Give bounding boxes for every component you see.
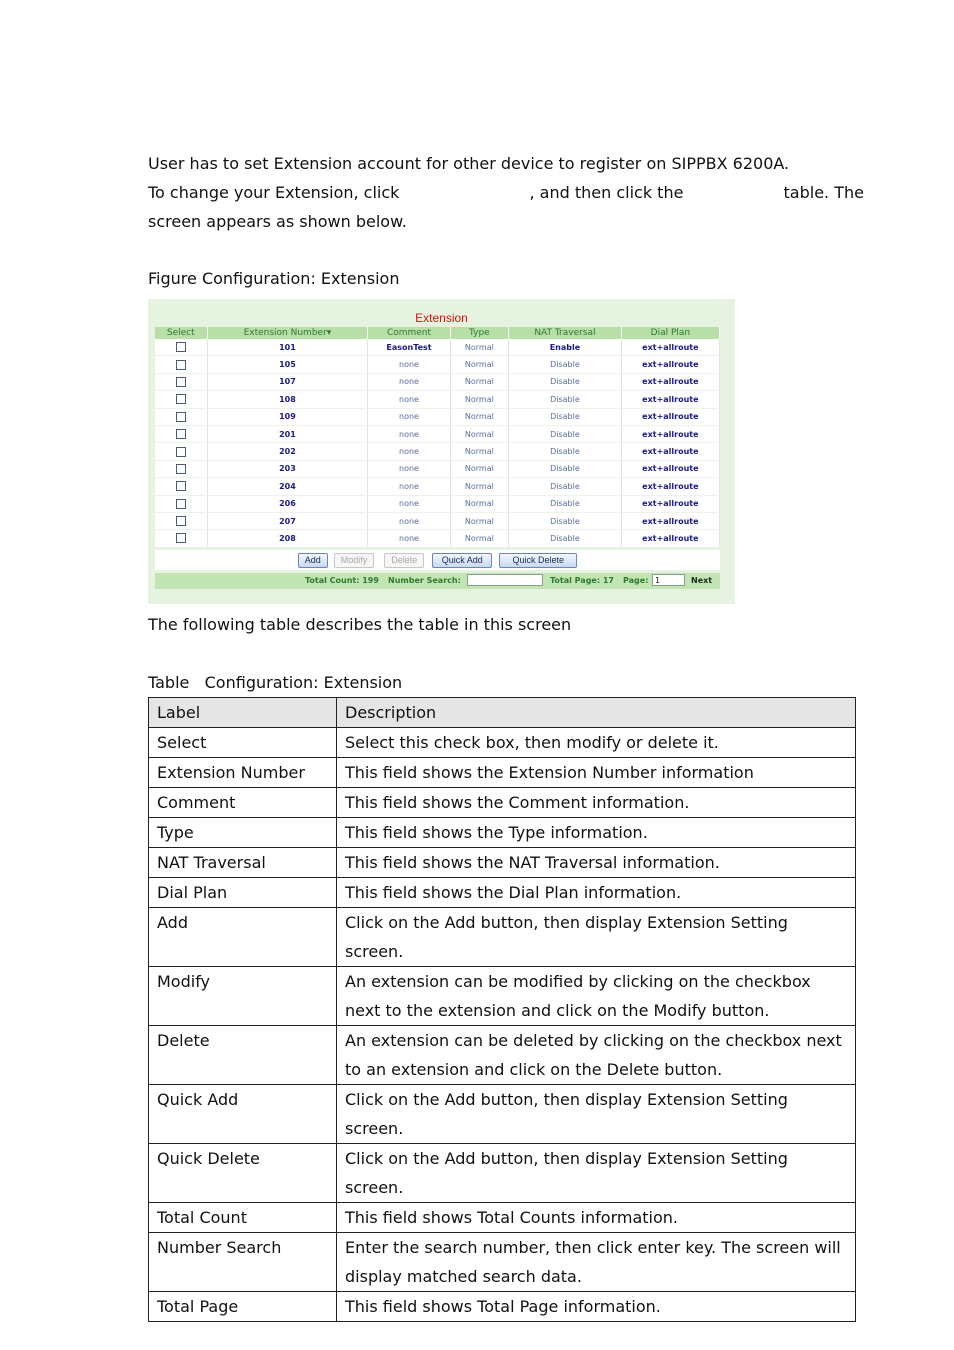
select-cell: [155, 391, 207, 408]
dial-plan-cell: ext+allroute: [621, 443, 719, 460]
extension-number-link[interactable]: 206: [207, 495, 368, 512]
description-cell: An extension can be deleted by clicking on the checkbox next to an extension and click on the Delete button.: [337, 1026, 856, 1085]
description-row: [149, 878, 856, 908]
intro-paragraph: [148, 149, 864, 236]
label-cell: Total Count: [149, 1203, 337, 1233]
comment-cell: none: [368, 495, 450, 512]
description-cell: Click on the Add button, then display Extension Setting screen.: [337, 908, 856, 967]
total-count: Total Count: 199: [305, 576, 379, 585]
select-cell: [155, 530, 207, 547]
description-row: [149, 967, 856, 1026]
type-cell: Normal: [450, 373, 508, 390]
nat-traversal-cell: Enable: [509, 339, 622, 356]
nat-traversal-cell: Disable: [509, 530, 622, 547]
description-cell: This field shows Total Counts information.: [337, 1203, 856, 1233]
column-header: Dial Plan: [621, 327, 719, 339]
extension-row: [155, 530, 720, 547]
description-cell: This field shows the NAT Traversal information.: [337, 848, 856, 878]
type-cell: Normal: [450, 391, 508, 408]
nat-traversal-cell: Disable: [509, 460, 622, 477]
comment-cell: none: [368, 425, 450, 442]
nat-traversal-cell: Disable: [509, 391, 622, 408]
label-header: Label: [149, 698, 337, 728]
dial-plan-cell: ext+allroute: [621, 391, 719, 408]
column-header: Select: [155, 327, 207, 339]
select-checkbox[interactable]: [176, 516, 186, 526]
column-header: Type: [450, 327, 508, 339]
description-row: [149, 908, 856, 967]
dial-plan-cell: ext+allroute: [621, 356, 719, 373]
extension-row: [155, 408, 720, 425]
extension-button-bar: [155, 550, 720, 570]
dial-plan-cell: ext+allroute: [621, 478, 719, 495]
dial-plan-cell: ext+allroute: [621, 460, 719, 477]
label-cell: Add: [149, 908, 337, 967]
dial-plan-cell: ext+allroute: [621, 373, 719, 390]
description-row: [149, 1026, 856, 1085]
label-cell: Number Search: [149, 1233, 337, 1292]
description-row: [149, 1233, 856, 1292]
figure-caption: Figure Configuration: Extension: [148, 269, 400, 288]
extension-number-link[interactable]: 203: [207, 460, 368, 477]
extension-row: [155, 495, 720, 512]
nat-traversal-cell: Disable: [509, 443, 622, 460]
column-header: Comment: [368, 327, 450, 339]
select-checkbox[interactable]: [176, 412, 186, 422]
intro-line-2a: To change your Extension, click: [148, 183, 400, 202]
extension-title: Extension: [415, 311, 468, 325]
type-cell: Normal: [450, 495, 508, 512]
dial-plan-cell: ext+allroute: [621, 512, 719, 529]
extension-number-link[interactable]: 105: [207, 356, 368, 373]
select-cell: [155, 495, 207, 512]
comment-cell: none: [368, 530, 450, 547]
select-checkbox[interactable]: [176, 377, 186, 387]
nat-traversal-cell: Disable: [509, 425, 622, 442]
type-cell: Normal: [450, 408, 508, 425]
select-checkbox[interactable]: [176, 360, 186, 370]
comment-cell: none: [368, 408, 450, 425]
label-cell: Quick Add: [149, 1085, 337, 1144]
select-checkbox[interactable]: [176, 533, 186, 543]
description-row: [149, 1085, 856, 1144]
select-checkbox[interactable]: [176, 481, 186, 491]
description-cell: This field shows the Comment information.: [337, 788, 856, 818]
select-checkbox[interactable]: [176, 499, 186, 509]
extension-number-link[interactable]: 207: [207, 512, 368, 529]
extension-number-link[interactable]: 107: [207, 373, 368, 390]
extension-row: [155, 373, 720, 390]
description-row: [149, 1203, 856, 1233]
select-checkbox[interactable]: [176, 464, 186, 474]
description-cell: Click on the Add button, then display Extension Setting screen.: [337, 1144, 856, 1203]
description-table: [148, 697, 856, 1322]
select-cell: [155, 512, 207, 529]
extension-row: [155, 460, 720, 477]
select-cell: [155, 460, 207, 477]
type-cell: Normal: [450, 512, 508, 529]
description-row: [149, 1292, 856, 1322]
extension-table-header: [155, 327, 720, 339]
description-row: [149, 788, 856, 818]
dial-plan-cell: ext+allroute: [621, 530, 719, 547]
label-cell: Extension Number: [149, 758, 337, 788]
dial-plan-cell: ext+allroute: [621, 339, 719, 356]
description-table-body: [149, 728, 856, 1322]
select-cell: [155, 443, 207, 460]
comment-cell: none: [368, 512, 450, 529]
label-cell: Type: [149, 818, 337, 848]
page-label: Page:: [623, 576, 649, 585]
select-checkbox[interactable]: [176, 342, 186, 352]
label-cell: Comment: [149, 788, 337, 818]
description-header: Description: [337, 698, 856, 728]
dial-plan-cell: ext+allroute: [621, 408, 719, 425]
label-cell: Dial Plan: [149, 878, 337, 908]
add-button[interactable]: Add: [298, 553, 328, 568]
comment-cell: EasonTest: [368, 339, 450, 356]
label-cell: Total Page: [149, 1292, 337, 1322]
delete-button[interactable]: Delete: [384, 553, 424, 568]
table-caption: Table Configuration: Extension: [148, 673, 403, 692]
type-cell: Normal: [450, 356, 508, 373]
label-cell: Modify: [149, 967, 337, 1026]
comment-cell: none: [368, 373, 450, 390]
extension-footer: [155, 573, 720, 589]
label-cell: NAT Traversal: [149, 848, 337, 878]
extension-row: [155, 391, 720, 408]
label-cell: Delete: [149, 1026, 337, 1085]
extension-number-link[interactable]: 109: [207, 408, 368, 425]
label-cell: Select: [149, 728, 337, 758]
label-cell: Quick Delete: [149, 1144, 337, 1203]
description-row: [149, 1144, 856, 1203]
dial-plan-cell: ext+allroute: [621, 425, 719, 442]
description-table-header: [149, 698, 856, 728]
column-header[interactable]: Extension Number▾: [207, 327, 368, 339]
extension-number-link[interactable]: 202: [207, 443, 368, 460]
extension-number-link[interactable]: 204: [207, 478, 368, 495]
extension-row: [155, 478, 720, 495]
intro-line-2b: , and then click the: [529, 183, 684, 202]
description-cell: This field shows the Dial Plan information.: [337, 878, 856, 908]
intro-line-2: [148, 178, 864, 207]
modify-button[interactable]: Modify: [334, 553, 375, 568]
nat-traversal-cell: Disable: [509, 356, 622, 373]
description-row: [149, 818, 856, 848]
description-row: [149, 758, 856, 788]
description-cell: This field shows the Type information.: [337, 818, 856, 848]
number-search-label: Number Search:: [388, 576, 461, 585]
select-cell: [155, 339, 207, 356]
type-cell: Normal: [450, 460, 508, 477]
select-cell: [155, 478, 207, 495]
page-input[interactable]: 1: [652, 574, 685, 586]
intro-line-3: screen appears as shown below.: [148, 212, 407, 231]
select-cell: [155, 356, 207, 373]
quick-delete-button[interactable]: Quick Delete: [499, 553, 577, 568]
select-checkbox[interactable]: [176, 394, 186, 404]
intro-line-2c: table. The: [783, 183, 864, 202]
extension-screenshot: [148, 299, 735, 604]
extension-row: [155, 339, 720, 356]
select-checkbox[interactable]: [176, 447, 186, 457]
comment-cell: none: [368, 356, 450, 373]
comment-cell: none: [368, 478, 450, 495]
nat-traversal-cell: Disable: [509, 408, 622, 425]
select-cell: [155, 408, 207, 425]
extension-number-link[interactable]: 101: [207, 339, 368, 356]
dial-plan-cell: ext+allroute: [621, 495, 719, 512]
quick-add-button[interactable]: Quick Add: [432, 553, 492, 568]
description-cell: Click on the Add button, then display Extension Setting screen.: [337, 1085, 856, 1144]
select-cell: [155, 425, 207, 442]
description-row: [149, 848, 856, 878]
extension-table: [155, 327, 720, 548]
column-header: NAT Traversal: [509, 327, 622, 339]
description-cell: This field shows the Extension Number information: [337, 758, 856, 788]
extension-number-link[interactable]: 108: [207, 391, 368, 408]
extension-row: [155, 356, 720, 373]
extension-row: [155, 425, 720, 442]
extension-row: [155, 512, 720, 529]
total-page: Total Page: 17: [550, 576, 614, 585]
extension-table-body: [155, 339, 720, 547]
comment-cell: none: [368, 391, 450, 408]
extension-number-link[interactable]: 208: [207, 530, 368, 547]
intro-line-1: User has to set Extension account for other device to register on SIPPBX 6200A.: [148, 154, 790, 173]
number-search-input[interactable]: [467, 574, 543, 586]
type-cell: Normal: [450, 339, 508, 356]
select-cell: [155, 373, 207, 390]
next-link[interactable]: Next: [691, 576, 713, 585]
extension-number-link[interactable]: 201: [207, 425, 368, 442]
description-cell: Select this check box, then modify or delete it.: [337, 728, 856, 758]
nat-traversal-cell: Disable: [509, 512, 622, 529]
type-cell: Normal: [450, 443, 508, 460]
nat-traversal-cell: Disable: [509, 495, 622, 512]
description-row: [149, 728, 856, 758]
nat-traversal-cell: Disable: [509, 478, 622, 495]
follow-text: The following table describes the table in this screen: [148, 615, 572, 634]
description-cell: Enter the search number, then click enter key. The screen will display matched search data.: [337, 1233, 856, 1292]
description-cell: This field shows Total Page information.: [337, 1292, 856, 1322]
comment-cell: none: [368, 443, 450, 460]
select-checkbox[interactable]: [176, 429, 186, 439]
type-cell: Normal: [450, 530, 508, 547]
description-cell: An extension can be modified by clicking on the checkbox next to the extension and click on the Modify button.: [337, 967, 856, 1026]
nat-traversal-cell: Disable: [509, 373, 622, 390]
type-cell: Normal: [450, 425, 508, 442]
comment-cell: none: [368, 460, 450, 477]
extension-row: [155, 443, 720, 460]
type-cell: Normal: [450, 478, 508, 495]
